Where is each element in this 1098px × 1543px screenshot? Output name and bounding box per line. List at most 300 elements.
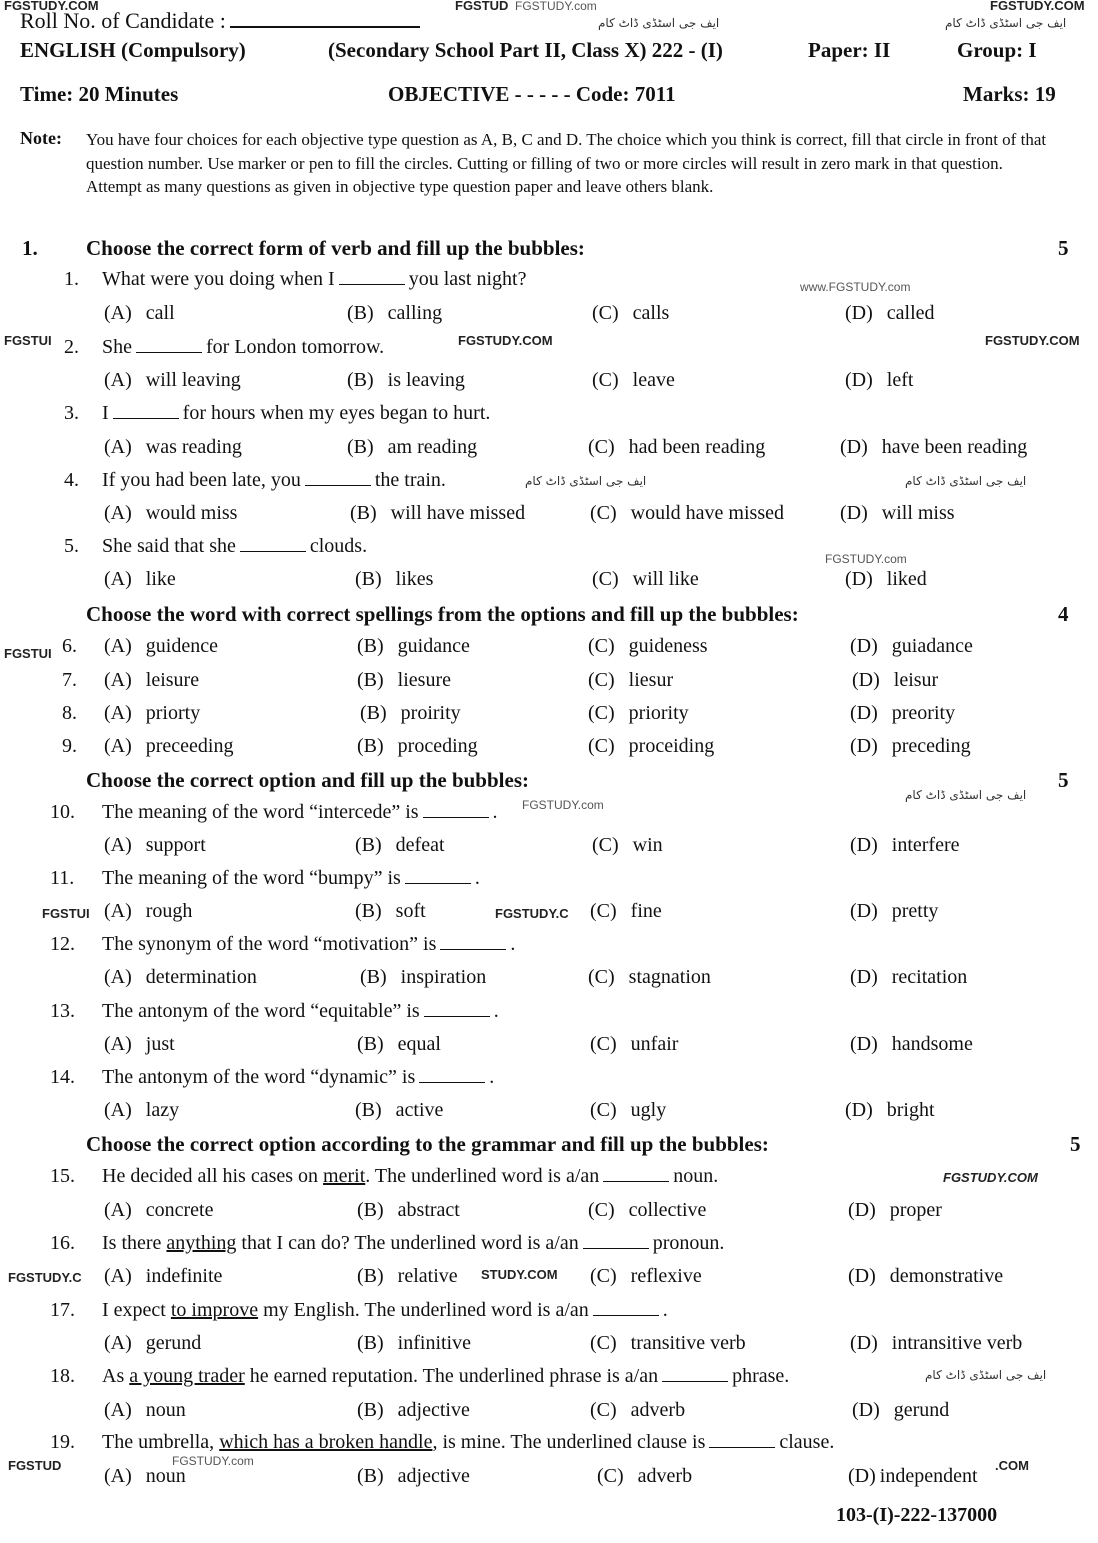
question — [50, 933, 515, 956]
watermark: FGSTUDY.com — [825, 552, 907, 566]
option-label: (C) — [590, 900, 617, 922]
question — [50, 1232, 724, 1255]
option-label: (B) — [347, 302, 374, 324]
option-b[interactable] — [357, 735, 478, 758]
option-text: adverb — [637, 1465, 693, 1487]
watermark: FGSTUDY.com — [172, 1454, 254, 1468]
option-label: (A) — [104, 1099, 132, 1121]
option-label: (A) — [104, 966, 132, 988]
option-c[interactable] — [597, 1465, 692, 1488]
question-text: noun. — [673, 1165, 719, 1187]
option-text: preceeding — [145, 735, 234, 757]
option-d[interactable] — [850, 966, 967, 989]
option-text: will have missed — [390, 502, 526, 524]
answer-blank — [305, 484, 371, 486]
option-a[interactable] — [104, 1399, 186, 1422]
option-c[interactable] — [590, 900, 662, 923]
option-text: win — [632, 834, 663, 856]
question — [64, 402, 490, 425]
question-number: 3. — [64, 402, 79, 424]
note-text: You have four choices for each objective type question as A, B, C and D. The choice which you think is correct, fill that circle in front of that question number. Use marker or pen to fill the circles. Cutting or filling of two or more circles will result in zero mark in that question. Attempt as many questions as given in objective type question paper and leave others blank. — [86, 130, 1047, 196]
option-label: (C) — [592, 568, 619, 590]
option-label: (B) — [357, 1199, 384, 1221]
question-text: , is mine. The underlined clause is — [432, 1431, 706, 1453]
option-c[interactable] — [592, 568, 699, 591]
option-c[interactable] — [590, 1099, 666, 1122]
option-a[interactable] — [104, 1332, 201, 1355]
watermark: FGSTUDY.COM — [458, 333, 553, 348]
option-text: inspiration — [400, 966, 487, 988]
option-label: (A) — [104, 635, 132, 657]
question-number: 9. — [62, 735, 77, 757]
option-label: (B) — [355, 900, 382, 922]
option-b[interactable] — [357, 1332, 471, 1355]
section-number: 1. — [22, 236, 38, 260]
time-allowed: Time: 20 Minutes — [20, 82, 179, 106]
option-text: had been reading — [628, 436, 766, 458]
watermark-urdu: ایف جی اسٹڈی ڈاٹ کام — [925, 1368, 1047, 1382]
option-c[interactable] — [588, 735, 714, 758]
option-a[interactable] — [104, 502, 237, 525]
option-label: (C) — [592, 369, 619, 391]
option-text: guideness — [628, 635, 708, 657]
option-text: left — [886, 369, 914, 391]
option-d[interactable] — [850, 900, 938, 923]
question-text: that I can do? The underlined word is a/an — [241, 1232, 579, 1254]
watermark: FGSTUDY.COM — [943, 1170, 1038, 1185]
option-text: guidance — [397, 635, 470, 657]
section-marks: 5 — [1070, 1132, 1081, 1156]
option-text: transitive verb — [630, 1332, 746, 1354]
roll-number-line — [230, 25, 420, 28]
option-d[interactable] — [840, 436, 1027, 459]
option-text: leisure — [145, 669, 200, 691]
option-c[interactable] — [588, 669, 673, 692]
question — [64, 535, 367, 558]
option-label: (C) — [590, 1332, 617, 1354]
answer-blank — [419, 1081, 485, 1083]
option-label: (B) — [355, 1099, 382, 1121]
option-a[interactable] — [104, 302, 175, 325]
option-d[interactable] — [848, 1199, 942, 1222]
option-d[interactable] — [840, 502, 955, 525]
question-text: he earned reputation. The underlined phrase is a/an — [249, 1365, 659, 1387]
watermark-urdu: ایف جی اسٹڈی ڈاٹ کام — [945, 16, 1067, 30]
option-c[interactable] — [590, 1033, 678, 1056]
question-text: The umbrella, — [102, 1431, 215, 1453]
question-text: The antonym of the word “equitable” is — [102, 1000, 420, 1022]
question-text: She said that she — [102, 535, 236, 557]
question-number: 13. — [50, 1000, 75, 1022]
option-a[interactable] — [104, 1465, 186, 1488]
option-a[interactable] — [104, 966, 257, 989]
option-text: reflexive — [630, 1265, 702, 1287]
question-text: pronoun. — [652, 1232, 725, 1254]
question-text: If you had been late, you — [102, 469, 301, 491]
option-d[interactable] — [845, 568, 927, 591]
question-number: 1. — [64, 268, 79, 290]
underlined-text: anything — [166, 1232, 237, 1254]
option-d[interactable] — [852, 1399, 949, 1422]
option-c[interactable] — [588, 635, 708, 658]
option-a[interactable] — [104, 1099, 179, 1122]
option-text: will leaving — [145, 369, 241, 391]
question-text: I — [102, 402, 109, 424]
option-label: (A) — [104, 900, 132, 922]
option-label: (B) — [357, 1399, 384, 1421]
option-label: (D) — [848, 1199, 876, 1221]
option-label: (C) — [588, 635, 615, 657]
option-a[interactable] — [104, 735, 234, 758]
option-label: (C) — [597, 1465, 624, 1487]
option-label: (D) — [845, 1099, 873, 1121]
option-b[interactable] — [357, 635, 470, 658]
option-text: calling — [387, 302, 443, 324]
option-label: (B) — [347, 369, 374, 391]
option-label: (C) — [590, 502, 617, 524]
group-number: Group: I — [957, 38, 1037, 62]
option-text: like — [145, 568, 176, 590]
option-a[interactable] — [104, 1265, 222, 1288]
option-a[interactable] — [104, 369, 241, 392]
option-text: liked — [886, 568, 927, 590]
watermark-urdu: ایف جی اسٹڈی ڈاٹ کام — [525, 474, 647, 488]
option-text: intransitive verb — [891, 1332, 1023, 1354]
option-b[interactable] — [360, 702, 461, 725]
option-text: preority — [891, 702, 956, 724]
watermark: FGSTUDY.C — [8, 1270, 82, 1285]
option-text: unfair — [630, 1033, 679, 1055]
option-b[interactable] — [357, 1465, 470, 1488]
option-b[interactable] — [347, 369, 465, 392]
option-text: adjective — [397, 1399, 470, 1421]
option-text: just — [145, 1033, 175, 1055]
option-text: abstract — [397, 1199, 460, 1221]
question-text: phrase. — [732, 1365, 790, 1387]
option-label: (A) — [104, 502, 132, 524]
option-a[interactable] — [104, 669, 199, 692]
option-text: support — [145, 834, 206, 856]
question — [50, 1299, 668, 1322]
roll-number-field[interactable] — [20, 8, 420, 34]
option-d[interactable] — [845, 1099, 935, 1122]
watermark-urdu: ایف جی اسٹڈی ڈاٹ کام — [905, 474, 1027, 488]
question-text: The antonym of the word “dynamic” is — [102, 1066, 416, 1088]
option-text: ugly — [630, 1099, 667, 1121]
question-number: 10. — [50, 801, 75, 823]
roll-number-label: Roll No. of Candidate : — [20, 8, 226, 33]
answer-blank — [662, 1380, 728, 1382]
option-c[interactable] — [588, 702, 689, 725]
option-text: would miss — [145, 502, 238, 524]
question-text: . — [474, 867, 480, 889]
option-text: have been reading — [881, 436, 1028, 458]
option-text: soft — [395, 900, 426, 922]
option-label: (D) — [840, 502, 868, 524]
option-label: (A) — [104, 369, 132, 391]
option-text: gerund — [145, 1332, 202, 1354]
option-text: called — [886, 302, 935, 324]
underlined-text: merit — [323, 1165, 366, 1187]
option-text: recitation — [891, 966, 968, 988]
option-b[interactable] — [355, 1099, 443, 1122]
option-text: indefinite — [145, 1265, 223, 1287]
option-c[interactable] — [588, 966, 711, 989]
watermark: FGSTUDY.C — [495, 906, 569, 921]
option-text: priorty — [145, 702, 201, 724]
note-label: Note: — [20, 128, 62, 148]
question-number: 12. — [50, 933, 75, 955]
question-number: 14. — [50, 1066, 75, 1088]
option-text: determination — [145, 966, 257, 988]
subject-title: ENGLISH (Compulsory) — [20, 38, 246, 62]
question-text: clause. — [779, 1431, 835, 1453]
option-text: pretty — [891, 900, 939, 922]
option-c[interactable] — [590, 502, 784, 525]
watermark: FGSTUD — [455, 0, 509, 13]
question — [50, 1165, 718, 1188]
option-text: leave — [632, 369, 675, 391]
question-text: The synonym of the word “motivation” is — [102, 933, 437, 955]
answer-blank — [709, 1446, 775, 1448]
question-text: my English. The underlined word is a/an — [263, 1299, 589, 1321]
option-b[interactable] — [357, 669, 451, 692]
option-label: (D) — [850, 635, 878, 657]
option-text: adverb — [630, 1399, 686, 1421]
option-label: (C) — [590, 1099, 617, 1121]
option-b[interactable] — [355, 834, 445, 857]
section-title: Choose the word with correct spellings from the options and fill up the bubbles: — [86, 602, 799, 626]
answer-blank — [583, 1247, 649, 1249]
option-label: (B) — [357, 669, 384, 691]
option-d[interactable] — [848, 1265, 1003, 1288]
paper-code: 103-(I)-222-137000 — [836, 1504, 998, 1526]
option-text: handsome — [891, 1033, 973, 1055]
option-text: active — [395, 1099, 444, 1121]
option-label: (A) — [104, 702, 132, 724]
option-b[interactable] — [350, 502, 525, 525]
option-label: (D) — [848, 1265, 876, 1287]
answer-blank — [136, 351, 202, 353]
option-d[interactable] — [850, 735, 971, 758]
question-number: 8. — [62, 702, 77, 724]
option-label: (A) — [104, 834, 132, 856]
option-label: (D) — [850, 1033, 878, 1055]
option-label: (D) — [850, 834, 878, 856]
option-text: noun — [145, 1399, 186, 1421]
option-c[interactable] — [590, 1399, 685, 1422]
watermark: FGSTUI — [42, 906, 90, 921]
option-text: priority — [628, 702, 689, 724]
option-b[interactable] — [357, 1033, 441, 1056]
watermark: FGSTUI — [4, 646, 52, 661]
objective-code: OBJECTIVE - - - - - Code: 7011 — [388, 82, 676, 106]
question-text: for London tomorrow. — [206, 336, 385, 358]
option-text: infinitive — [397, 1332, 471, 1354]
question-text: I expect — [102, 1299, 166, 1321]
option-label: (D) — [852, 1399, 880, 1421]
section-title: Choose the correct option and fill up the bubbles: — [86, 768, 529, 792]
option-label: (A) — [104, 1465, 132, 1487]
option-label: (A) — [104, 1399, 132, 1421]
option-text: adjective — [397, 1465, 470, 1487]
option-label: (B) — [355, 834, 382, 856]
option-a[interactable] — [104, 436, 242, 459]
option-a[interactable] — [104, 834, 206, 857]
option-d[interactable] — [850, 1033, 973, 1056]
question — [50, 1431, 834, 1454]
option-label: (B) — [357, 635, 384, 657]
option-a[interactable] — [104, 1033, 175, 1056]
class-info: (Secondary School Part II, Class X) 222 - (I) — [328, 38, 723, 62]
option-text: guiadance — [891, 635, 973, 657]
option-b[interactable] — [357, 1199, 460, 1222]
question-number: 18. — [50, 1365, 75, 1387]
option-text: bright — [886, 1099, 935, 1121]
underlined-text: to improve — [170, 1299, 259, 1321]
question-text: Is there — [102, 1232, 162, 1254]
option-d[interactable] — [845, 369, 913, 392]
answer-blank — [423, 816, 489, 818]
option-text: is leaving — [387, 369, 465, 391]
question-text: you last night? — [408, 268, 527, 290]
option-text: rough — [145, 900, 193, 922]
watermark: FGSTUDY.com — [522, 798, 604, 812]
watermark-urdu: ایف جی اسٹڈی ڈاٹ کام — [905, 788, 1027, 802]
option-text: proceding — [397, 735, 478, 757]
option-b[interactable] — [360, 966, 486, 989]
question — [64, 336, 384, 359]
question — [64, 469, 446, 492]
option-b[interactable] — [357, 1399, 470, 1422]
question — [64, 268, 526, 291]
option-d[interactable] — [850, 834, 960, 857]
watermark: FGSTUI — [4, 333, 52, 348]
question-number: 4. — [64, 469, 79, 491]
option-a[interactable] — [104, 568, 176, 591]
option-text: calls — [632, 302, 670, 324]
option-label: (B) — [357, 1332, 384, 1354]
option-label: (B) — [355, 568, 382, 590]
option-b[interactable] — [355, 900, 426, 923]
option-a[interactable] — [104, 702, 200, 725]
option-c[interactable] — [590, 1265, 702, 1288]
answer-blank — [339, 283, 405, 285]
option-label: (A) — [104, 436, 132, 458]
option-label: (D) — [850, 702, 878, 724]
option-d[interactable] — [848, 1465, 978, 1488]
option-text: relative — [397, 1265, 458, 1287]
option-label: (C) — [590, 1399, 617, 1421]
question-text: clouds. — [309, 535, 368, 557]
option-text: leisur — [893, 669, 939, 691]
option-c[interactable] — [592, 369, 675, 392]
option-a[interactable] — [104, 635, 218, 658]
option-text: proceiding — [628, 735, 715, 757]
option-d[interactable] — [850, 1332, 1022, 1355]
option-label: (B) — [347, 436, 374, 458]
option-d[interactable] — [850, 635, 973, 658]
option-c[interactable] — [588, 436, 765, 459]
option-a[interactable] — [104, 1199, 214, 1222]
option-label: (A) — [104, 1199, 132, 1221]
option-d[interactable] — [845, 302, 935, 325]
option-label: (D) — [840, 436, 868, 458]
underlined-text: a young trader — [129, 1365, 245, 1387]
question-text: the train. — [374, 469, 446, 491]
question — [50, 801, 498, 824]
option-b[interactable] — [355, 568, 433, 591]
section-marks: 5 — [1058, 236, 1069, 260]
section-marks: 4 — [1058, 602, 1069, 626]
option-text: interfere — [891, 834, 960, 856]
option-a[interactable] — [104, 900, 192, 923]
option-label: (D) — [845, 369, 873, 391]
answer-blank — [240, 550, 306, 552]
question — [50, 1000, 499, 1023]
total-marks: Marks: 19 — [963, 82, 1056, 106]
option-label: (B) — [357, 735, 384, 757]
option-label: (D) — [845, 302, 873, 324]
option-c[interactable] — [592, 302, 669, 325]
question-number: 11. — [50, 867, 75, 889]
option-label: (C) — [590, 1033, 617, 1055]
answer-blank — [603, 1180, 669, 1182]
option-label: (C) — [592, 834, 619, 856]
option-text: independent — [879, 1465, 978, 1487]
option-b[interactable] — [347, 302, 442, 325]
watermark: FGSTUD — [8, 1458, 62, 1473]
question — [50, 867, 480, 890]
option-label: (A) — [104, 735, 132, 757]
option-text: liesure — [397, 669, 451, 691]
option-d[interactable] — [850, 702, 955, 725]
question-text: for hours when my eyes began to hurt. — [182, 402, 491, 424]
question-text: . — [510, 933, 516, 955]
watermark: FGSTUDY.com — [515, 0, 597, 13]
question-number: 17. — [50, 1299, 75, 1321]
question-number: 15. — [50, 1165, 75, 1187]
option-d[interactable] — [852, 669, 938, 692]
option-label: (A) — [104, 1033, 132, 1055]
option-label: (D) — [850, 1332, 878, 1354]
question — [50, 1066, 494, 1089]
option-label: (B) — [357, 1265, 384, 1287]
section-title: Choose the correct option according to the grammar and fill up the bubbles: — [86, 1132, 769, 1156]
option-text: proper — [889, 1199, 942, 1221]
option-label: (B) — [357, 1465, 384, 1487]
option-text: am reading — [387, 436, 478, 458]
question — [50, 1365, 789, 1388]
option-text: liesur — [628, 669, 674, 691]
watermark: FGSTUDY.COM — [4, 0, 99, 13]
option-label: (A) — [104, 302, 132, 324]
option-label: (C) — [588, 966, 615, 988]
question-number: 7. — [62, 669, 77, 691]
question-text: The meaning of the word “bumpy” is — [102, 867, 401, 889]
answer-blank — [424, 1015, 490, 1017]
option-c[interactable] — [588, 1199, 706, 1222]
option-c[interactable] — [592, 834, 663, 857]
option-label: (A) — [104, 568, 132, 590]
option-text: proirity — [400, 702, 461, 724]
option-c[interactable] — [590, 1332, 746, 1355]
paper-number: Paper: II — [808, 38, 891, 62]
question-number: 16. — [50, 1232, 75, 1254]
option-b[interactable] — [357, 1265, 458, 1288]
option-text: call — [145, 302, 175, 324]
option-b[interactable] — [347, 436, 477, 459]
